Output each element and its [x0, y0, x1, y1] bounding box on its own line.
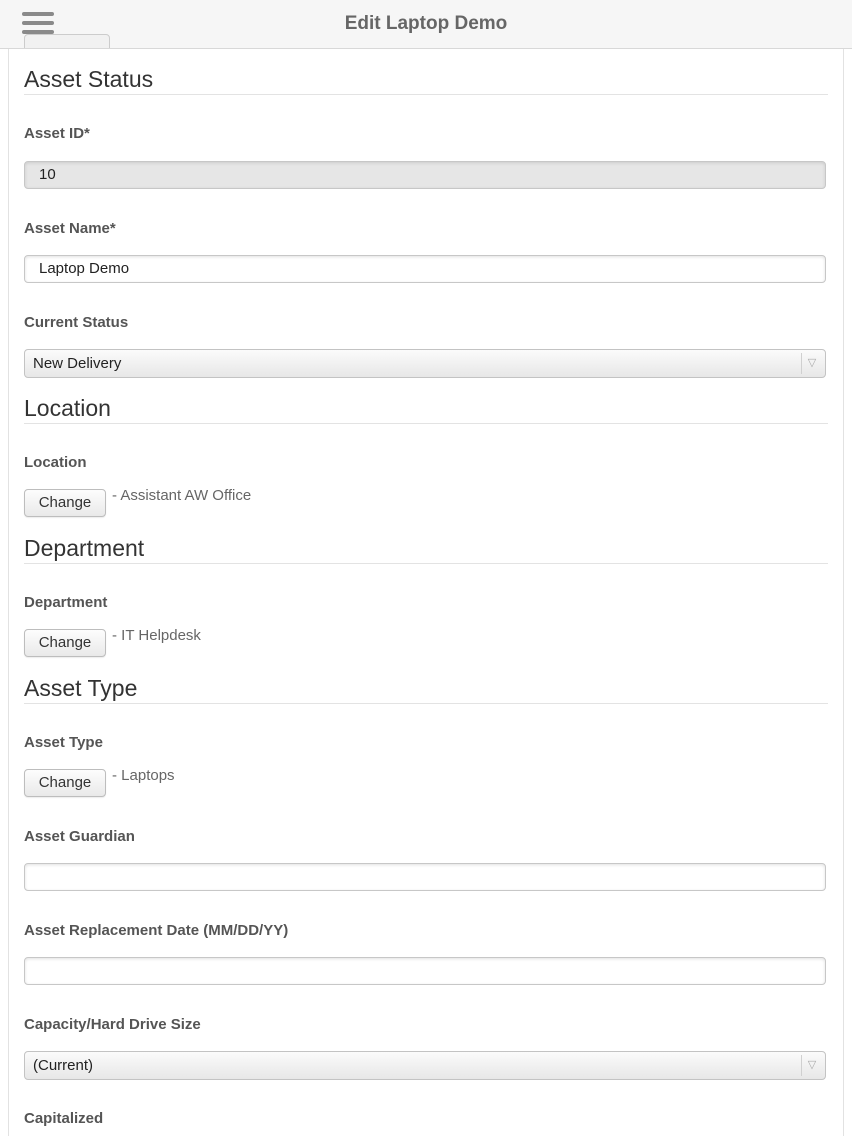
department-label: Department	[24, 594, 108, 611]
change-location-button[interactable]: Change	[24, 489, 106, 517]
page-edge-right	[843, 0, 844, 1136]
scrolled-button	[24, 34, 110, 49]
location-value: - Assistant AW Office	[112, 487, 252, 504]
change-department-button[interactable]: Change	[24, 629, 106, 657]
asset-type-value: - Laptops	[112, 767, 175, 784]
page-title: Edit Laptop Demo	[344, 13, 508, 34]
capacity-label: Capacity/Hard Drive Size	[24, 1016, 201, 1033]
section-location	[24, 393, 828, 424]
department-value: - IT Helpdesk	[112, 627, 201, 644]
asset-guardian-field[interactable]	[24, 863, 826, 891]
asset-name-field[interactable]: Laptop Demo	[24, 255, 826, 283]
chevron-down-icon: ▽	[801, 1055, 822, 1076]
replacement-date-field[interactable]	[24, 957, 826, 985]
top-header	[0, 0, 852, 49]
replacement-date-label: Asset Replacement Date (MM/DD/YY)	[24, 922, 289, 939]
section-heading-department: Department	[24, 535, 145, 561]
change-asset-type-button[interactable]: Change	[24, 769, 106, 797]
asset-guardian-label: Asset Guardian	[24, 828, 135, 845]
asset-type-label: Asset Type	[24, 734, 103, 751]
capacity-value: (Current)	[33, 1057, 94, 1074]
section-heading-asset-type: Asset Type	[24, 675, 138, 701]
asset-id-field[interactable]: 10	[24, 161, 826, 189]
asset-name-label: Asset Name*	[24, 220, 116, 237]
asset-id-label: Asset ID*	[24, 125, 90, 142]
section-asset-type	[24, 673, 828, 704]
chevron-down-icon: ▽	[801, 353, 822, 374]
section-heading-asset-status: Asset Status	[24, 66, 154, 92]
current-status-select[interactable]	[24, 349, 826, 378]
capitalized-label: Capitalized	[24, 1110, 104, 1127]
current-status-label: Current Status	[24, 314, 129, 331]
section-heading-location: Location	[24, 395, 111, 421]
capacity-select[interactable]	[24, 1051, 826, 1080]
section-department	[24, 533, 828, 564]
section-asset-status	[24, 64, 828, 95]
page-edge-left	[8, 0, 9, 1136]
location-label: Location	[24, 454, 87, 471]
current-status-value: New Delivery	[33, 355, 122, 372]
